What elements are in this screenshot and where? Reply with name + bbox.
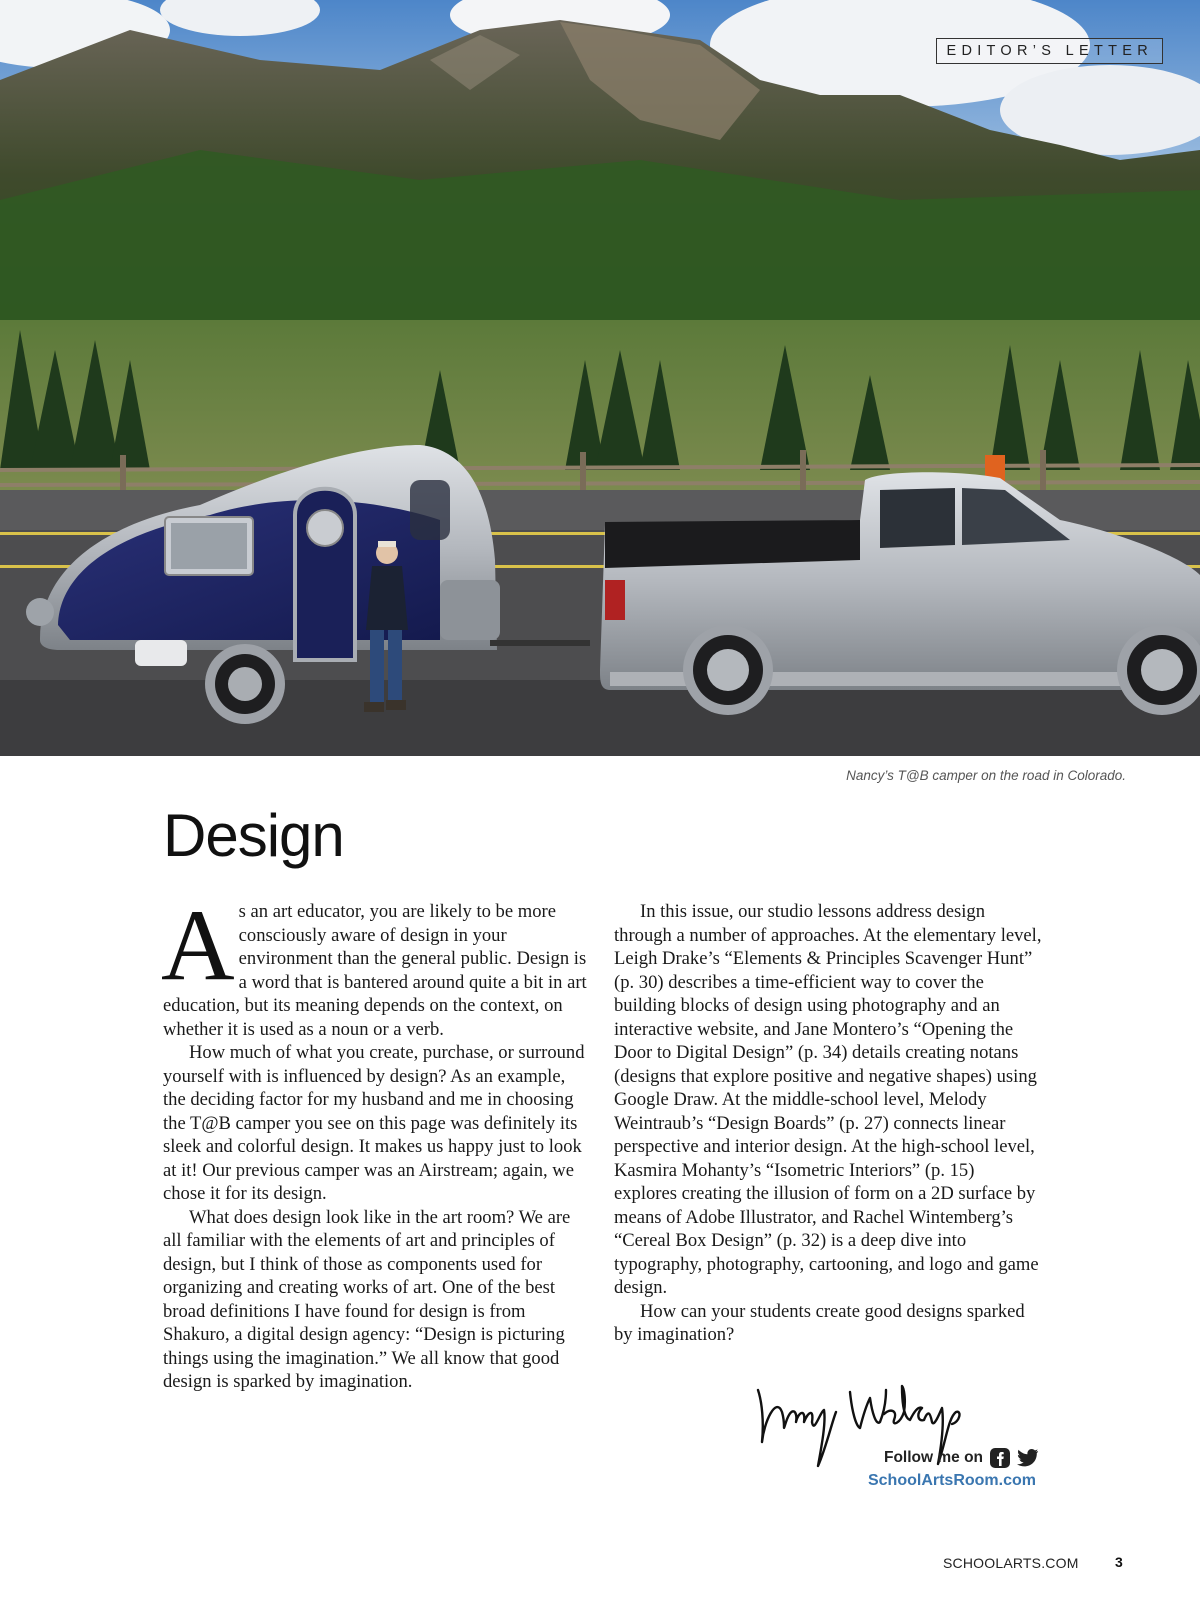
paragraph: How can your students create good designs sparked by imagination?	[614, 1300, 1025, 1345]
hero-photo	[0, 0, 1200, 756]
follow-me	[884, 1448, 1037, 1468]
facebook-icon[interactable]	[990, 1448, 1010, 1468]
twitter-icon[interactable]	[1017, 1448, 1037, 1468]
article-title: Design	[163, 802, 344, 869]
page-number: 3	[1115, 1554, 1123, 1570]
website-link[interactable]: SchoolArtsRoom.com	[867, 1472, 1036, 1489]
camper-truck-photo	[0, 0, 1200, 756]
follow-label: Follow me on	[884, 1449, 984, 1466]
footer-site: SCHOOLARTS.COM	[943, 1555, 1079, 1571]
paragraph: In this issue, our studio lessons address design through a number of approaches. At the elementary level, Leigh Drake’s “Elements & Principles Scavenger Hunt” (p. 30) describes a time-efficient way to cover the building blocks of design using photography and an interactive website, and Jane Montero’s “Opening the Door to Digital Design” (p. 34) details creating notans (designs that explore positive and negative shapes) using Google Draw. At the middle-school level, Melody Weintraub’s “Design Boards” (p. 27) connects linear perspective and interior design. At the high-school level, Kasmira Mohanty’s “Isometric Interiors” (p. 15) explores creating the illusion of form on a 2D surface by means of Adobe Illustrator, and Rachel Wintemberg’s “Cereal Box Design” (p. 32) is a deep dive into typography, photography, cartooning, and logo and game design.	[614, 901, 1042, 1298]
paragraph: What does design look like in the art room? We are all familiar with the elements of art and principles of design, but I think of those as components used for organizing and creating works of art. One of the best broad definitions I have found for design is from Shakuro, a digital design agency: “Design is picturing things using the imagination.” We all know that good design is sparked by imagination.	[163, 1206, 571, 1392]
drop-cap: A	[161, 889, 235, 1002]
paragraph	[161, 889, 591, 1041]
left-column	[161, 889, 591, 1394]
paragraph-text: s an art educator, you are likely to be more consciously aware of design in your environment than the general public. Design is a word that is bantered around quite a bit in art education, but its meaning depends on the context, on whether it is used as a noun or a verb.	[163, 901, 587, 1040]
photo-caption: Nancy’s T@B camper on the road in Colorado.	[846, 768, 1126, 783]
right-column	[614, 900, 1042, 1347]
paragraph: How much of what you create, purchase, or surround yourself with is influenced by design? As an example, the deciding factor for my husband and me in choosing the T@B camper you see on this page was definitely its sleek and colorful design. It makes us happy just to look at it! Our previous camper was an Airstream; again, we chose it for its design.	[163, 1042, 585, 1204]
section-tag: EDITOR’S LETTER	[936, 38, 1163, 64]
